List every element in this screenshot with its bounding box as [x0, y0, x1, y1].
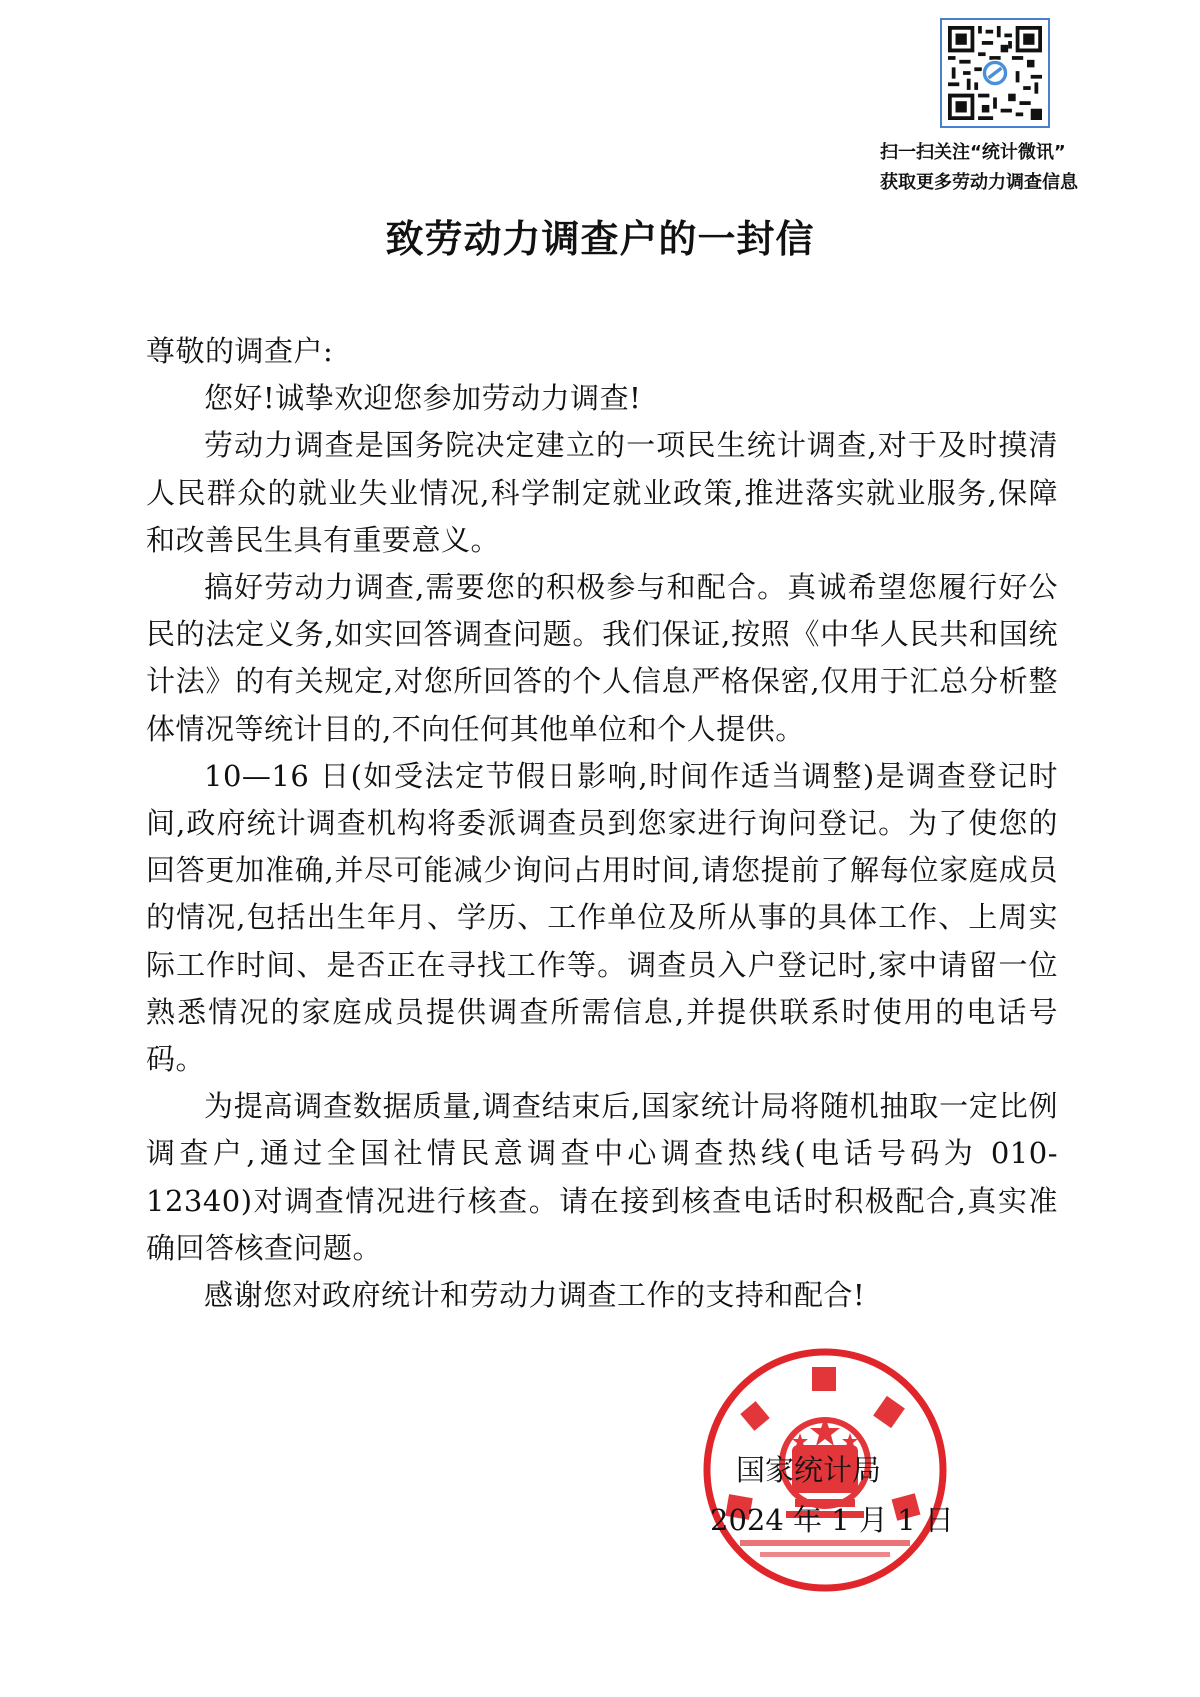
- qr-caption: [880, 138, 1130, 198]
- paragraph-schedule: 10—16 日(如受法定节假日影响,时间作适当调整)是调查登记时间,政府统计调查机构将委派调查员到您家进行询问登记。为了使您的回答更加准确,并尽可能减少询问占用时间,请您提前了解每位家庭成员的情况,包括出生年月、学历、工作单位及所从事的具体工作、上周实际工作时间、是否正在寻找工作等。调查员入户登记时,家中请留一位熟悉情况的家庭成员提供调查所需信息,并提供联系时使用的电话号码。: [146, 758, 1058, 1077]
- signature-organization: 国家统计局: [736, 1453, 882, 1487]
- paragraph-purpose: 劳动力调查是国务院决定建立的一项民生统计调查,对于及时摸清人民群众的就业失业情况,科学制定就业政策,推进落实就业服务,保障和改善民生具有重要意义。: [146, 428, 1058, 557]
- qr-code[interactable]: [940, 18, 1050, 128]
- signature-date: 2024 年 1 月 1 日: [710, 1503, 954, 1537]
- salutation: 尊敬的调查户:: [146, 334, 334, 368]
- paragraph-thanks: 感谢您对政府统计和劳动力调查工作的支持和配合!: [204, 1278, 866, 1313]
- paragraph-confidentiality: 搞好劳动力调查,需要您的积极参与和配合。真诚希望您履行好公民的法定义务,如实回答调查问题。我们保证,按照《中华人民共和国统计法》的有关规定,对您所回答的个人信息严格保密,仅用于汇总分析整体情况等统计目的,不向任何其他单位和个人提供。: [146, 570, 1058, 746]
- qr-caption-line-2: 获取更多劳动力调查信息: [880, 172, 1078, 193]
- paragraph-greeting: 您好!诚挚欢迎您参加劳动力调查!: [204, 381, 642, 416]
- qr-caption-line-1: 扫一扫关注“统计微讯”: [880, 142, 1066, 163]
- letter-title: 致劳动力调查户的一封信: [385, 217, 815, 261]
- qr-code-icon: [948, 26, 1042, 120]
- letter-body: [146, 328, 1058, 1319]
- paragraph-verification: 为提高调查数据质量,调查结束后,国家统计局将随机抽取一定比例调查户,通过全国社情民意调查中心调查热线(电话号码为 010-12340)对调查情况进行核查。请在接到核查电话时积极配合,真实准确回答核查问题。: [146, 1089, 1058, 1265]
